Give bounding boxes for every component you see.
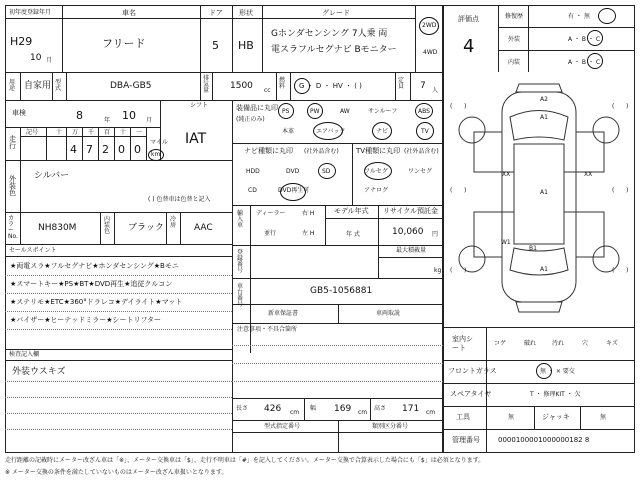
digit-label: 十 — [56, 129, 63, 136]
displacement: 1500 — [230, 81, 253, 91]
damage-mark: XX — [584, 171, 593, 178]
import-label: 輸入車 — [237, 210, 244, 229]
displacement-label: 排気量 — [203, 75, 210, 94]
max-load-label: 最大積載量 — [396, 247, 427, 254]
interior-color-label: 内装色 — [104, 216, 111, 235]
equip-item: ABS — [418, 108, 430, 115]
chassis-label: 車台番号 — [237, 283, 244, 308]
equipment-sublabel: (純正のみ) — [236, 116, 265, 123]
sales-point-line: ★両電スラ★フルセグナビ★ホンダセンシング★Bモニ — [10, 262, 179, 270]
interior-seat-label: 室内シート — [452, 335, 473, 353]
spare-tire-options: T ・ 修理KIT ・ 欠 — [530, 391, 581, 398]
capacity: 7 — [420, 81, 426, 91]
damage-mark: A1 — [540, 189, 548, 196]
color-change-note: ( ) 色替車は色替と記入 — [148, 196, 211, 203]
recycle-fee: 10,060 — [392, 227, 424, 237]
inspection-year: 8 — [76, 109, 83, 122]
repair-none-circle — [598, 8, 616, 24]
cc-unit: cc — [264, 87, 271, 94]
svg-text:(: ( — [450, 103, 453, 110]
capacity-label: 定員 — [398, 77, 405, 90]
damage-mark: A1 — [540, 114, 548, 121]
odo-digit: 2 — [102, 143, 109, 156]
navi-type-label: ナビ種類に丸印 — [244, 147, 293, 155]
svg-text:): ) — [464, 103, 467, 110]
sales-point-line: ★スマートキー★PS★BT★DVD再生★追従クルコン — [10, 280, 173, 288]
damage-mark: W1 — [501, 239, 511, 246]
tools: 無 — [508, 414, 515, 421]
equip-item: 本革 — [282, 128, 295, 135]
navi-type: DVD — [286, 168, 300, 175]
damage-diagram — [444, 72, 634, 327]
use-label: 用途 — [9, 79, 16, 92]
length: 426 — [264, 404, 282, 414]
tv-type-label: TV種類に丸印 — [356, 147, 401, 155]
fuel-options: G ・ D ・ HV ・ ( ) — [299, 82, 362, 90]
exterior-grade: A ・ B ・ C — [568, 36, 601, 43]
right-hand: 右 H — [302, 210, 315, 217]
tv-type: ワンセグ — [408, 168, 433, 175]
dealer: ディーラー — [256, 210, 286, 217]
color-no-label: カラーNo. — [8, 215, 18, 240]
person-unit: 人 — [432, 87, 439, 94]
seat-option: 汚れ — [552, 340, 565, 347]
model: DBA-GB5 — [110, 81, 152, 91]
equip-item: TV — [421, 128, 429, 135]
first-reg-label: 初年度登録年月 — [9, 9, 52, 16]
control-number-label: 管理番号 — [452, 436, 480, 444]
odometer-label: 走行 — [9, 135, 16, 150]
grade-line1: Gホンダセンシング 7人乗 両 — [271, 29, 388, 39]
model-year-unit: 年 式 — [346, 231, 360, 238]
windshield-options: 無 ・ × 要交 — [540, 368, 575, 375]
navi-sub: (社外品含む) — [304, 148, 339, 155]
seat-option: 穴 — [582, 340, 589, 347]
damage-mark: XX — [502, 171, 511, 178]
odo-digit: 0 — [134, 143, 141, 156]
tv-sub: (社外品含む) — [404, 148, 439, 155]
repair-label: 修復歴 — [505, 13, 524, 20]
svg-text:(: ( — [612, 187, 615, 194]
jack-label: ジャッキ — [542, 413, 570, 421]
grade-label: グレード — [322, 9, 350, 17]
width-label: 幅 — [310, 405, 317, 412]
repair-options: 有 ・ 無 — [568, 13, 590, 20]
unit-km: km — [151, 151, 161, 158]
digit-label: 千 — [88, 129, 95, 136]
shape: HB — [238, 39, 254, 52]
equip-item: AW — [340, 108, 350, 115]
equip-item: PS — [282, 108, 290, 115]
interior-b-circle — [587, 53, 603, 69]
damage-mark: A2 — [540, 96, 548, 103]
digit-label: 一 — [136, 129, 143, 136]
inspection-month-unit: 月 — [146, 117, 153, 124]
left-hand: 左 H — [302, 230, 315, 237]
equipment-label: 装備品に丸印 — [236, 104, 278, 112]
svg-text:): ) — [626, 103, 629, 110]
footer-note-2: ※ メーター交換の条件を満たしていないものはメーター改ざん車扱いとなります。 — [5, 469, 228, 476]
kg-unit: kg — [434, 267, 442, 274]
doors-label: ドア — [209, 9, 223, 17]
ac-label: 冷房 — [170, 216, 177, 229]
svg-text:): ) — [464, 187, 467, 194]
drive-2wd: 2WD — [422, 22, 437, 29]
seat-option: 破れ — [524, 340, 537, 347]
recycle-label: リサイクル預託金 — [383, 207, 439, 215]
type-spec-label: 型式指定番号 — [264, 423, 301, 430]
control-number: 0000100001000000182 8 — [498, 436, 590, 444]
svg-text:(: ( — [450, 187, 453, 194]
month-unit: 月 — [46, 57, 53, 64]
navi-type: SD — [322, 168, 331, 175]
height-label: 高さ — [374, 405, 387, 412]
shift-label: シフト — [190, 102, 209, 109]
odo-digit: 0 — [118, 143, 125, 156]
digit-label: 十 — [120, 129, 127, 136]
warranty: 新車保証書 — [268, 310, 299, 317]
exterior-color-label: 外装色 — [9, 175, 16, 197]
seat-option: コゲ — [494, 340, 507, 347]
length-label: 長さ — [236, 405, 249, 412]
notes-label: 注意事項・不具合箇所 — [237, 326, 298, 333]
doors: 5 — [212, 39, 219, 52]
unit-mile: マイル — [150, 139, 168, 146]
svg-text:): ) — [626, 187, 629, 194]
digit-label: 記号 — [26, 129, 39, 136]
odo-digit: 4 — [70, 143, 77, 156]
windshield-none-circle — [536, 363, 552, 379]
navi-type: DVD再生可 — [278, 187, 310, 194]
damage-mark: B1 — [529, 245, 537, 252]
svg-text:(: ( — [450, 267, 453, 274]
svg-text:): ) — [626, 267, 629, 274]
tv-type: アナログ — [364, 187, 389, 194]
footer-note-1: 走行距離の記載時にメーター改ざん車は「※」、メーター交換車は「$」、走行不明車は「#」を記入してください。メーター交換で合算表示した場合にも「$」は必須となります。 — [5, 457, 485, 464]
car-name: フリード — [102, 37, 146, 50]
registration-label: 登録番号 — [237, 249, 244, 274]
sales-point-line: ★ステリモ★ETC★360°ドラレコ★デイライト★マット — [10, 298, 183, 306]
exterior-grade-label: 外装 — [508, 36, 521, 43]
grade-line2: 電スラフルセグナビ Bモニター — [271, 45, 397, 55]
model-label: 型式 — [55, 79, 62, 92]
equip-item: ナビ — [376, 128, 389, 135]
inspection-month: 10 — [122, 109, 136, 122]
tv-type: フルセグ — [364, 168, 388, 175]
ac: AAC — [194, 223, 213, 233]
car-name-label: 車名 — [122, 9, 136, 17]
cm-unit: cm — [290, 409, 300, 416]
shift: IAT — [185, 131, 207, 147]
score-label: 評価点 — [458, 15, 479, 23]
yen-unit: 円 — [432, 231, 439, 238]
jack: 無 — [600, 414, 607, 421]
color-no: NH830M — [38, 223, 77, 233]
inspection-label: 車検 — [12, 109, 26, 117]
cm-unit: cm — [358, 409, 368, 416]
navi-type: HDD — [246, 168, 260, 175]
equip-item: エアバック — [316, 128, 346, 135]
odo-digit: 7 — [86, 143, 93, 156]
windshield-label: フロントガラス — [448, 367, 497, 375]
svg-text:): ) — [464, 267, 467, 274]
year-unit: 年 — [104, 117, 111, 124]
cm-unit: cm — [426, 409, 436, 416]
exterior-b-circle — [587, 30, 603, 46]
digit-label: 万 — [72, 129, 79, 136]
tools-label: 工具 — [456, 413, 470, 421]
class-label: 類別区分番号 — [372, 423, 409, 430]
inspector-text: 外装ウスキズ — [12, 367, 66, 377]
sales-points-label: セールスポイント — [9, 247, 57, 254]
use: 自家用 — [24, 81, 52, 91]
fuel-label: 燃料 — [279, 77, 286, 90]
model-year-label: モデル年式 — [334, 207, 369, 215]
svg-text:(: ( — [612, 103, 615, 110]
exterior-color: シルバー — [34, 171, 70, 181]
spare-tire-label: スペアタイヤ — [450, 390, 492, 398]
equip-item: サンルーフ — [368, 108, 398, 115]
svg-text:(: ( — [612, 267, 615, 274]
shape-label: 形状 — [239, 9, 253, 17]
manual: 車両取説 — [376, 310, 401, 317]
chassis-number: GB5-1056881 — [310, 286, 373, 296]
score: 4 — [463, 36, 475, 57]
first-reg-year: H29 — [10, 35, 33, 48]
sales-point-line: ★バイザー★ヒーテッドミラー★シートリフター — [10, 316, 162, 324]
seat-option: キズ — [606, 340, 618, 347]
damage-mark: A1 — [540, 266, 548, 273]
first-reg-month: 10 — [30, 53, 42, 63]
drive-4wd: 4WD — [423, 49, 438, 56]
width: 169 — [334, 404, 352, 414]
height: 171 — [402, 404, 420, 414]
navi-type: CD — [248, 187, 257, 194]
interior-grade: A ・ B ・ C — [568, 59, 601, 66]
equip-item: PW — [310, 108, 320, 115]
parallel: 並行 — [264, 230, 277, 237]
inspector-label: 検査記入欄 — [9, 351, 40, 358]
interior-color: ブラック — [128, 223, 164, 233]
digit-label: 百 — [104, 129, 111, 136]
interior-grade-label: 内装 — [508, 59, 521, 66]
